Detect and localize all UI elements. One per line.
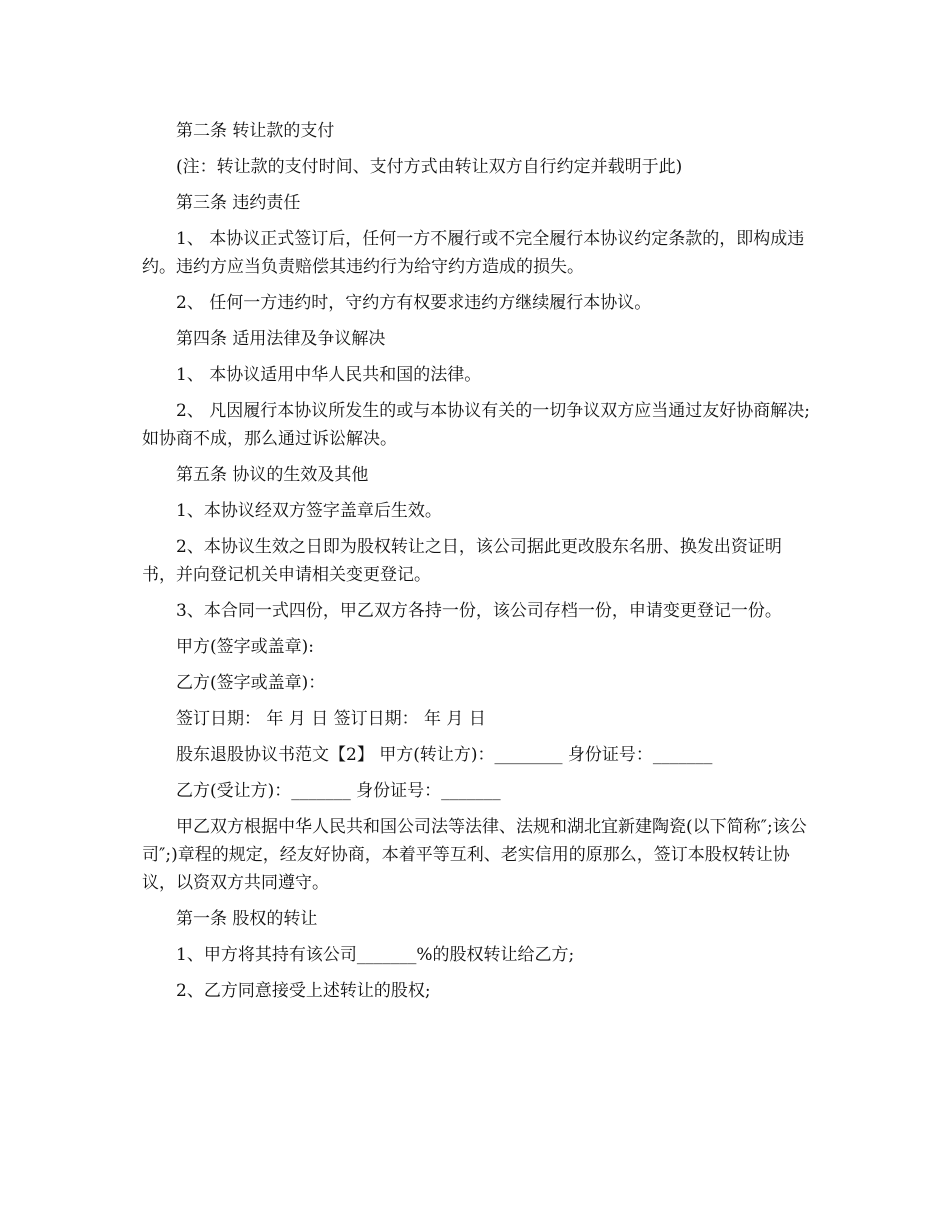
article-3-clause-1: 1、 本协议正式签订后，任何一方不履行或不完全履行本协议约定条款的，即构成违约。违约方应当负责赔偿其违约行为给守约方造成的损失。	[142, 229, 805, 277]
article-2-heading: 第二条 转让款的支付	[176, 121, 335, 141]
article-5-clause-3: 3、本合同一式四份，甲乙双方各持一份，该公司存档一份，申请变更登记一份。	[176, 601, 782, 621]
article-5-heading: 第五条 协议的生效及其他	[176, 465, 369, 485]
article-5-clause-2: 2、本协议生效之日即为股权转让之日，该公司据此更改股东名册、换发出资证明书，并向登记机关申请相关变更登记。	[142, 537, 782, 585]
article-4-heading: 第四条 适用法律及争议解决	[176, 329, 386, 349]
article-4-clause-2: 2、 凡因履行本协议所发生的或与本协议有关的一切争议双方应当通过友好协商解决;如协商不成，那么通过诉讼解决。	[142, 401, 810, 449]
article-1-heading: 第一条 股权的转让	[176, 909, 318, 929]
agreement-preamble: 甲乙双方根据中华人民共和国公司法等法律、法规和湖北宜新建陶瓷(以下简称″;该公司″;)章程的规定，经友好协商，本着平等互利、老实信用的原那么，签订本股权转让协议，以资双方共同遵守。	[142, 817, 807, 893]
article-1-clause-1: 1、甲方将其持有该公司_______%的股权转让给乙方;	[176, 945, 575, 965]
document-body	[142, 117, 810, 1013]
sample-2-party-a-line: 股东退股协议书范文【2】 甲方(转让方)：________ 身份证号：_______	[176, 745, 713, 765]
article-5-clause-1: 1、本协议经双方签字盖章后生效。	[176, 501, 442, 521]
sample-2-party-b-line: 乙方(受让方)：_______ 身份证号：_______	[176, 781, 501, 801]
article-3-clause-2: 2、 任何一方违约时，守约方有权要求违约方继续履行本协议。	[176, 293, 652, 313]
party-a-signature-line: 甲方(签字或盖章):	[176, 637, 314, 657]
article-1-clause-2: 2、乙方同意接受上述转让的股权;	[176, 981, 431, 1001]
signing-date-line: 签订日期： 年 月 日 签订日期： 年 月 日	[176, 709, 486, 729]
article-2-note: (注：转让款的支付时间、支付方式由转让双方自行约定并载明于此)	[176, 157, 683, 177]
party-b-signature-line: 乙方(签字或盖章)：	[176, 673, 326, 693]
article-3-heading: 第三条 违约责任	[176, 193, 301, 213]
article-4-clause-1: 1、 本协议适用中华人民共和国的法律。	[176, 365, 482, 385]
